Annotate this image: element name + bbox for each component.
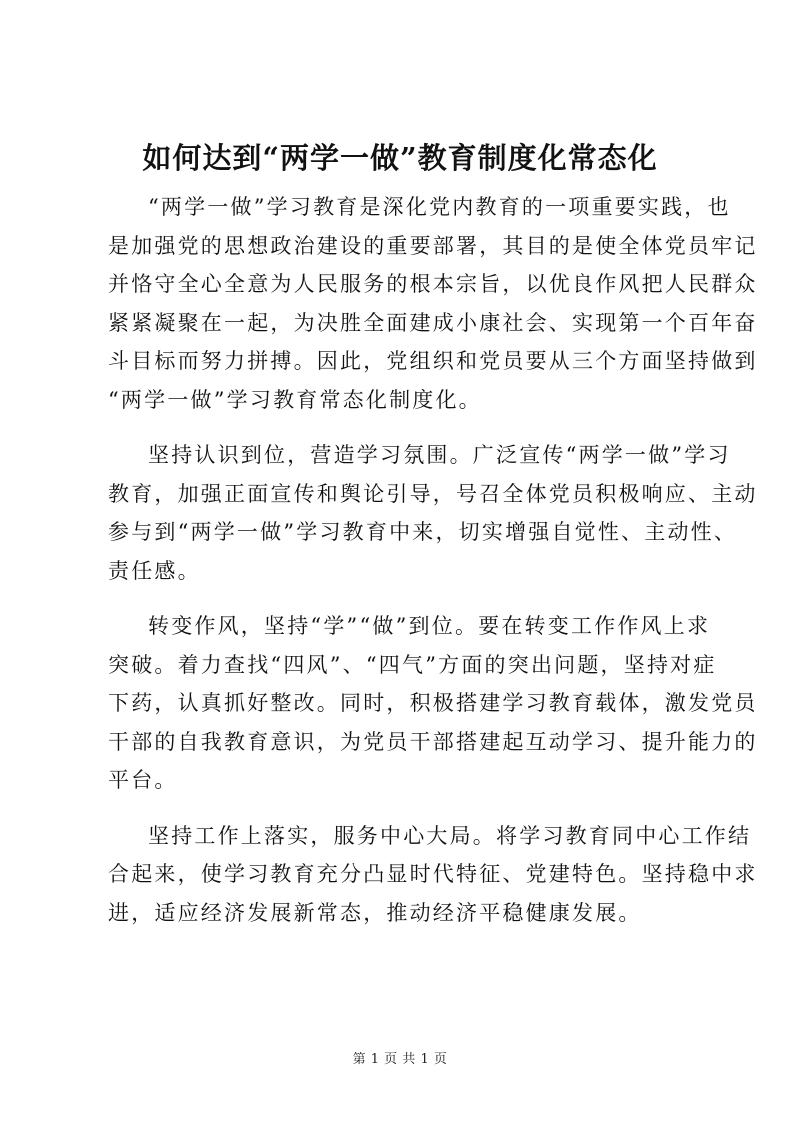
paragraph-line: 教育，加强正面宣传和舆论引导，号召全体党员积极响应、主动 (108, 481, 758, 506)
paragraph-line: 坚持工作上落实，服务中心大局。将学习教育同中心工作结 (148, 823, 752, 848)
paragraph-line: “两学一做”学习教育是深化党内教育的一项重要实践，也 (148, 195, 731, 219)
paragraph-1 (108, 188, 758, 419)
paragraph-line: 责任感。 (108, 558, 201, 583)
paragraph-line: 并恪守全心全意为人民服务的根本宗旨，以优良作风把人民群众 (108, 272, 758, 296)
paragraph-line: 是加强党的思想政治建设的重要部署，其目的是使全体党员牢记 (108, 233, 758, 258)
paragraph-line: 下药，认真抓好整改。同时，积极搭建学习教育载体，激发党员 (108, 691, 758, 715)
paragraph-line: 紧紧凝聚在一起，为决胜全面建成小康社会、实现第一个百年奋 (108, 310, 758, 335)
paragraph-line: 平台。 (108, 768, 178, 792)
paragraph-line: 突破。着力查找“四风”、“四气”方面的突出问题，坚持对症 (108, 652, 717, 677)
paragraph-line: 合起来，使学习教育充分凸显时代特征、党建特色。坚持稳中求 (108, 862, 758, 886)
paragraph-line: 坚持认识到位，营造学习氛围。广泛宣传“两学一做”学习 (148, 443, 731, 467)
paragraph-line: 斗目标而努力拼搏。因此，党组织和党员要从三个方面坚持做到 (108, 349, 758, 373)
paragraph-line: 进，适应经济发展新常态，推动经济平稳健康发展。 (108, 900, 642, 925)
page-number-footer: 第 1 页 共 1 页 (352, 1052, 448, 1067)
document-title: 如何达到“两学一做”教育制度化常态化 (142, 141, 658, 175)
paragraph-3 (108, 607, 758, 800)
paragraph-line: 干部的自我教育意识，为党员干部搭建起互动学习、提升能力的 (108, 729, 758, 754)
paragraph-2 (108, 436, 758, 590)
paragraph-4 (108, 817, 758, 933)
document-body (108, 188, 758, 949)
paragraph-line: 转变作风，坚持“学”“做”到位。要在转变工作作风上求 (148, 614, 711, 638)
paragraph-line: 参与到“两学一做”学习教育中来，切实增强自觉性、主动性、 (108, 520, 738, 544)
paragraph-line: “两学一做”学习教育常态化制度化。 (108, 387, 482, 412)
